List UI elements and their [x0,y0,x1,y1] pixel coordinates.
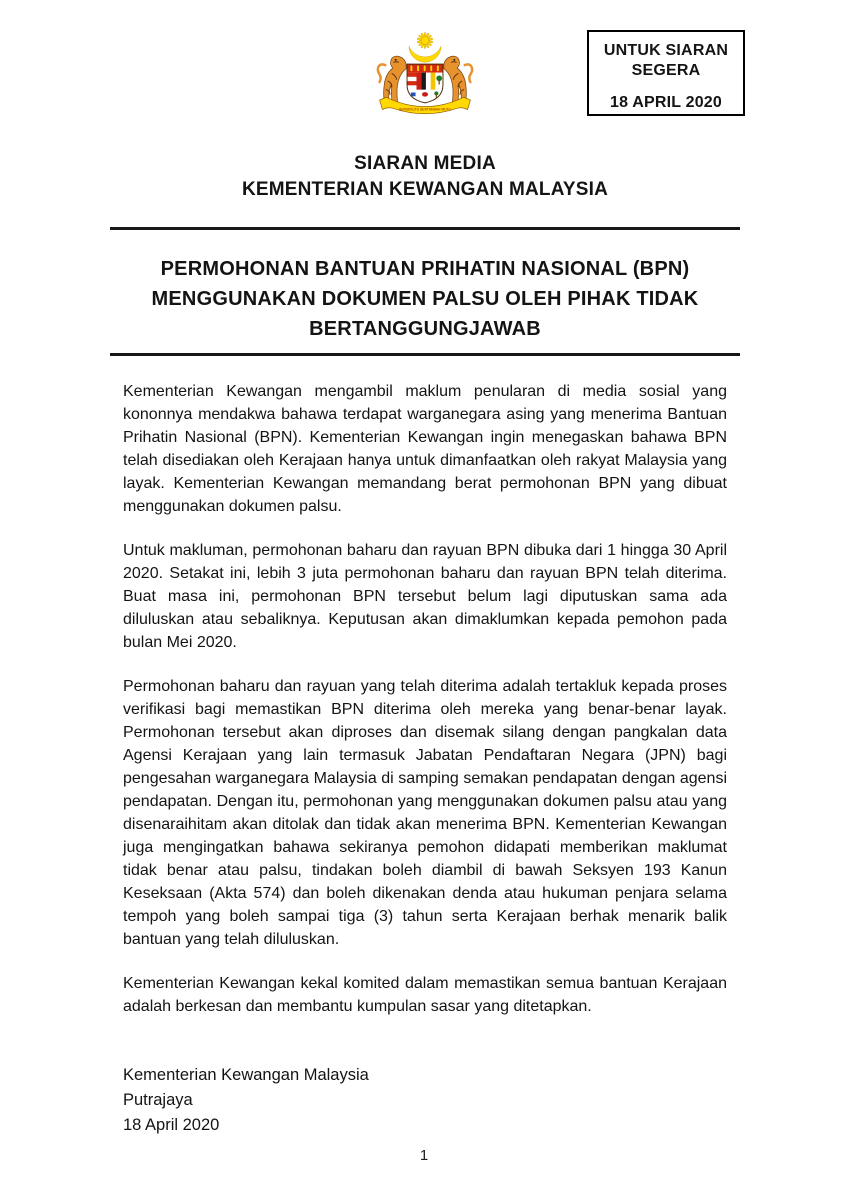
signature-date: 18 April 2020 [123,1116,220,1134]
signature-organization: Kementerian Kewangan Malaysia [123,1066,369,1084]
release-stamp-box [587,30,745,116]
signature-location: Putrajaya [123,1091,193,1109]
title-line-2: MENGGUNAKAN DOKUMEN PALSU OLEH PIHAK TIDAK [151,288,699,310]
body-paragraph-1: Kementerian Kewangan mengambil maklum penularan di media sosial yang kononnya mendakwa bahawa terdapat warganegara asing yang menerima Bantuan Prihatin Nasional (BPN). Kementerian Kewangan ingin menegaskan bahawa BPN telah disediakan oleh Kerajaan hanya untuk dimanfaatkan oleh rakyat Malaysia yang layak. Kementerian Kewangan memandang berat permohonan BPN yang dibuat menggunakan dokumen palsu. [123,383,727,515]
document-header [110,30,740,122]
masthead-line-1: SIARAN MEDIA [354,153,496,174]
crest-shield [407,64,443,103]
signature-block [123,1063,740,1138]
title-line-3: BERTANGGUNGJAWAB [309,318,541,340]
document-title [110,254,740,344]
page-number: 1 [419,1147,429,1164]
body-paragraph-2: Untuk makluman, permohonan baharu dan rayuan BPN dibuka dari 1 hingga 30 April 2020. Setakat ini, lebih 3 juta permohonan baharu dan rayuan BPN telah diterima. Buat masa ini, permohonan BPN tersebut belum lagi diputuskan sama ada diluluskan atau sebaliknya. Keputusan akan dimaklumkan kepada pemohon pada bulan Mei 2020. [123,542,727,651]
masthead-line-2: KEMENTERIAN KEWANGAN MALAYSIA [241,179,609,200]
stamp-date: 18 APRIL 2020 [610,94,722,111]
title-line-1: PERMOHONAN BANTUAN PRIHATIN NASIONAL (BPN) [160,258,690,280]
horizontal-rule-bottom [110,353,740,356]
star-and-crescent-icon [409,32,441,62]
tiger-supporter-left [378,56,406,102]
stamp-text: UNTUK SIARAN SEGERA [603,42,729,79]
masthead [110,151,740,203]
body-paragraph-4: Kementerian Kewangan kekal komited dalam memastikan semua bantuan Kerajaan adalah berkesan dan membantu kumpulan sasar yang ditetapkan. [123,975,727,1015]
malaysia-coat-of-arms-logo [373,30,477,120]
body-paragraph-3: Permohonan baharu dan rayuan yang telah diterima adalah tertakluk kepada proses verifikasi bagi memastikan BPN diterima oleh mereka yang benar-benar layak. Permohonan tersebut akan diproses dan disemak silang dengan pangkalan data Agensi Kerajaan yang lain termasuk Jabatan Pendaftaran Negara (JPN) bagi pengesahan warganegara Malaysia di samping semakan pendapatan dengan agensi pendapatan. Dengan itu, permohonan yang menggunakan dokumen palsu atau yang disenaraihitam akan ditolak dan tidak akan menerima BPN. Kementerian Kewangan juga mengingatkan bahawa sekiranya pemohon didapati memberikan maklumat tidak benar atau palsu, tindakan boleh diambil di bawah Seksyen 193 Kanun Keseksaan (Akta 574) dan boleh dikenakan denda atau hukuman penjara selama tempoh yang boleh sampai tiga (3) tahun serta Kerajaan berhak menarik balik bantuan yang telah diluluskan. [123,678,727,948]
horizontal-rule-top [110,227,740,230]
tiger-supporter-right [444,56,472,102]
banner-motto-text: BERSEKUTU BERTAMBAH MUTU [399,107,451,112]
page-content [110,0,740,1138]
document-body [123,380,727,1018]
